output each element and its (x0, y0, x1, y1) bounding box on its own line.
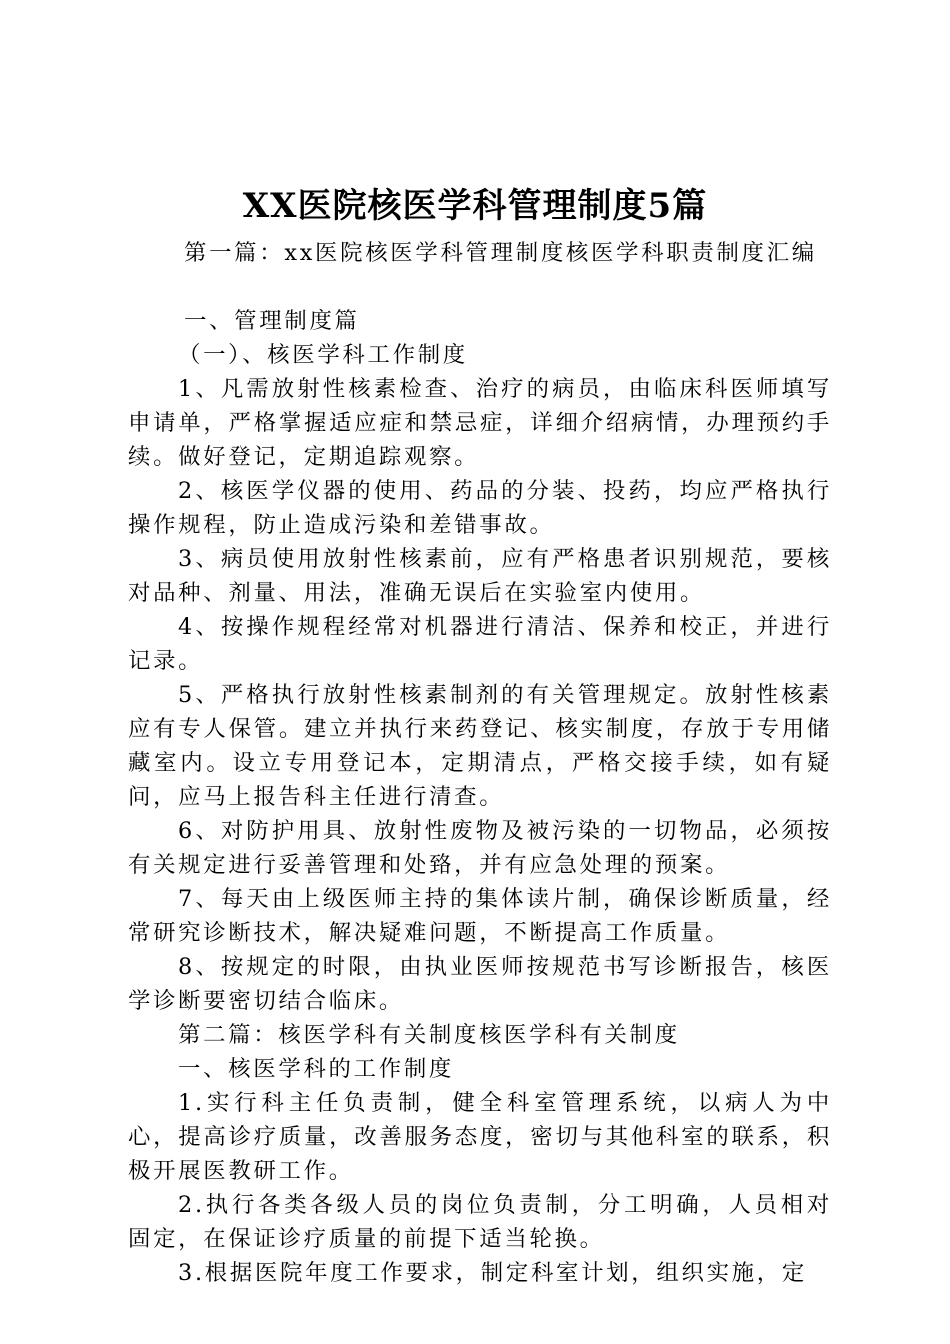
section-subheading: （一）、核医学科工作制度 (178, 342, 468, 368)
paragraph-item-7: 7、每天由上级医师主持的集体读片制，确保诊断质量，经常研究诊断技术，解决疑难问题，不断提高工作质量。 (128, 886, 832, 946)
paragraph-item-6: 6、对防护用具、放射性废物及被污染的一切物品，必须按有关规定进行妥善管理和处臵，并有应急处理的预案。 (128, 818, 832, 878)
part2-item-1: 1.实行科主任负责制，健全科室管理系统，以病人为中心，提高诊疗质量，改善服务态度，密切与其他科室的联系，积极开展医教研工作。 (128, 1090, 832, 1184)
part2-item-2: 2.执行各类各级人员的岗位负责制，分工明确，人员相对固定，在保证诊疗质量的前提下适当轮换。 (128, 1192, 832, 1252)
document-body (128, 236, 832, 1290)
paragraph-item-2: 2、核医学仪器的使用、药品的分装、投药，均应严格执行操作规程，防止造成污染和差错事故。 (128, 478, 832, 538)
paragraph-item-1: 1、凡需放射性核素检查、治疗的病员，由临床科医师填写申请单，严格掌握适应症和禁忌症，详细介绍病情，办理预约手续。做好登记，定期追踪观察。 (128, 376, 832, 470)
document-title: XX医院核医学科管理制度5篇 (242, 186, 708, 226)
part2-subheading: 一、核医学科的工作制度 (178, 1056, 454, 1082)
paragraph-item-4: 4、按操作规程经常对机器进行清洁、保养和校正，并进行记录。 (128, 614, 832, 674)
section-heading: 一、管理制度篇 (184, 308, 360, 334)
paragraph-item-8: 8、按规定的时限，由执业医师按规范书写诊断报告，核医学诊断要密切结合临床。 (128, 954, 832, 1014)
blank-line (128, 270, 832, 304)
paragraph-item-5: 5、严格执行放射性核素制剂的有关管理规定。放射性核素应有专人保管。建立并执行来药登记、核实制度，存放于专用储藏室内。设立专用登记本，定期清点，严格交接手续，如有疑问，应马上报告科主任进行清查。 (128, 682, 832, 810)
subtitle: 第一篇：xx医院核医学科管理制度核医学科职责制度汇编 (184, 240, 817, 266)
part2-heading: 第二篇：核医学科有关制度核医学科有关制度 (178, 1022, 680, 1048)
paragraph-item-3: 3、病员使用放射性核素前，应有严格患者识别规范，要核对品种、剂量、用法，准确无误后在实验室内使用。 (128, 546, 832, 606)
part2-item-3: 3.根据医院年度工作要求，制定科室计划，组织实施，定 (178, 1260, 807, 1286)
